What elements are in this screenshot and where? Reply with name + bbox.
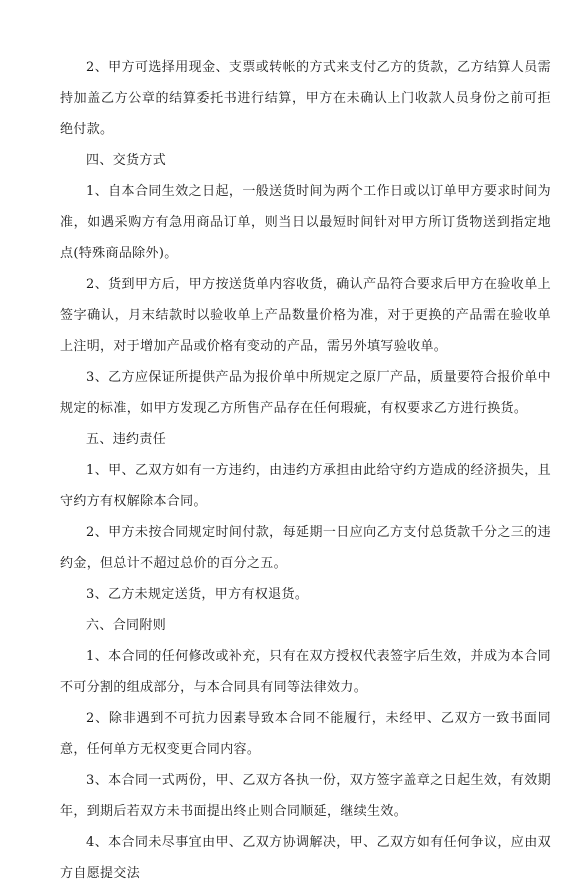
clause-6-4-disputes: 4、本合同未尽事宜由甲、乙双方协调解决，甲、乙双方如有任何争议，应由双方自愿提交法: [60, 835, 551, 881]
clause-6-3-copies: 3、本合同一式两份，甲、乙双方各执一份，双方签字盖章之日起生效，有效期年，到期后若双方未书面提出终止则合同顺延，继续生效。: [60, 773, 551, 819]
clause-6-2-force-majeure: 2、除非遇到不可抗力因素导致本合同不能履行，未经甲、乙双方一致书面同意，任何单方无权变更合同内容。: [60, 711, 551, 757]
clause-5-2-late-payment: 2、甲方未按合同规定时间付款，每延期一日应向乙方支付总货款千分之三的违约金，但总计不超过总价的百分之五。: [60, 525, 551, 571]
clause-5-3-return: 3、乙方未规定送货，甲方有权退货。: [86, 587, 309, 602]
clause-4-3-quality: 3、乙方应保证所提供产品为报价单中所规定之原厂产品，质量要符合报价单中规定的标准，如甲方发现乙方所售产品存在任何瑕疵，有权要求乙方进行换货。: [60, 370, 551, 416]
clause-4-2-acceptance: 2、货到甲方后，甲方按送货单内容收货，确认产品符合要求后甲方在验收单上签字确认，月末结款时以验收单上产品数量价格为准，对于更换的产品需在验收单上注明，对于增加产品或价格有变动的产品，需另外填写验收单。: [60, 277, 551, 354]
section-heading-liability: 五、违约责任: [86, 432, 167, 447]
section-heading-delivery: 四、交货方式: [86, 153, 167, 168]
clause-3-2-payment-method: 2、甲方可选择用现金、支票或转帐的方式来支付乙方的货款，乙方结算人员需持加盖乙方公章的结算委托书进行结算，甲方在未确认上门收款人员身份之前可拒绝付款。: [60, 60, 551, 137]
clause-4-1-delivery-time: 1、自本合同生效之日起，一般送货时间为两个工作日或以订单甲方要求时间为准，如遇采购方有急用商品订单，则当日以最短时间针对甲方所订货物送到指定地点(特殊商品除外)。: [60, 184, 551, 261]
clause-6-1-amendments: 1、本合同的任何修改或补充，只有在双方授权代表签字后生效，并成为本合同不可分割的组成部分，与本合同具有同等法律效力。: [60, 649, 551, 695]
section-heading-appendix: 六、合同附则: [86, 618, 167, 633]
clause-5-1-breach: 1、甲、乙双方如有一方违约，由违约方承担由此给守约方造成的经济损失，且守约方有权解除本合同。: [60, 463, 551, 509]
